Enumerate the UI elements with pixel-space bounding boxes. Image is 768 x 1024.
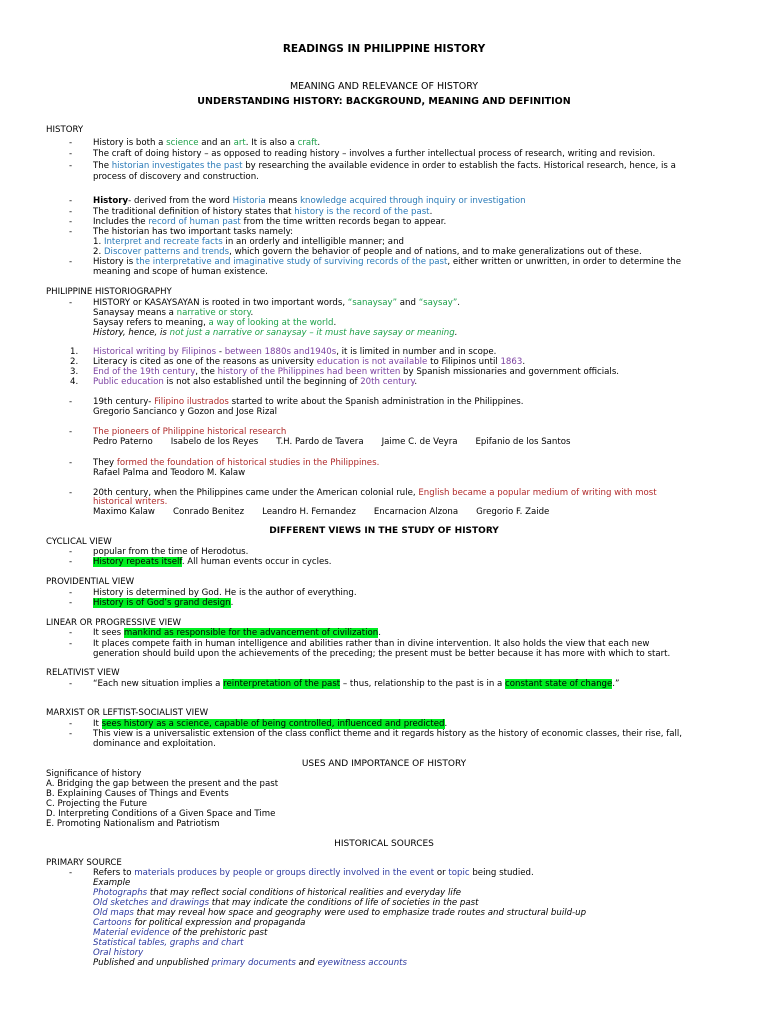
- dash: -: [69, 488, 73, 498]
- historiography-20th: 20th century, when the Philippines came under the American colonial rule, English became a popular medium of writing with most: [93, 488, 657, 498]
- historiography-they: They formed the foundation of historical studies in the Philippines.: [93, 458, 380, 468]
- dash: -: [69, 547, 73, 557]
- dash: -: [69, 729, 73, 739]
- number-2: 2.: [70, 357, 79, 367]
- uses-significance: Significance of history: [46, 769, 142, 779]
- uses-item-c: C. Projecting the Future: [46, 799, 148, 809]
- providential-item-2: History is of God’s grand design.: [93, 598, 234, 608]
- marxist-item-1: It sees history as a science, capable of being controlled, influenced and predicted.: [93, 719, 448, 729]
- uses-item-e: E. Promoting Nationalism and Patriotism: [46, 819, 220, 829]
- primary-item-1: Refers to materials produces by people or groups directly involved in the event or topic being studied.: [93, 868, 534, 878]
- heading-uses: USES AND IMPORTANCE OF HISTORY: [301, 759, 467, 769]
- history-item-1: History is both a science and an art. It is also a craft.: [93, 138, 321, 148]
- linear-item-1: It sees mankind as responsible for the advancement of civilization.: [93, 628, 381, 638]
- historiography-19th: 19th century- Filipino ilustrados started to write about the Spanish administration in the Philippines.: [93, 397, 524, 407]
- historiography-num-1: Historical writing by Filipinos - between 1880s and1940s, it is limited in number and in scope.: [93, 347, 497, 357]
- dash: -: [69, 149, 73, 159]
- historiography-pioneers-names: Pedro Paterno Isabelo de los Reyes T.H. Pardo de Tavera Jaime C. de Veyra Epifanio de los Santos: [93, 437, 571, 447]
- dash: -: [69, 557, 73, 567]
- heading-historiography: PHILIPPINE HISTORIOGRAPHY: [46, 287, 172, 297]
- dash: -: [69, 161, 73, 171]
- dash: -: [69, 639, 73, 649]
- uses-item-a: A. Bridging the gap between the present and the past: [46, 779, 279, 789]
- heading-providential: PROVIDENTIAL VIEW: [46, 577, 135, 587]
- marxist-item-2-cont: dominance and exploitation.: [93, 739, 216, 749]
- history-item-7: The historian has two important tasks namely:: [93, 227, 293, 237]
- historiography-item-1d: History, hence, is not just a narrative or sanaysay – it must have saysay or meaning.: [93, 328, 458, 338]
- dash: -: [69, 196, 73, 206]
- dash: -: [69, 588, 73, 598]
- history-item-8: History is the interpretative and imaginative study of surviving records of the past, either written or unwritten, in order to determine the: [93, 257, 682, 267]
- example-material: Material evidence of the prehistoric past: [93, 928, 268, 938]
- history-item-2: The craft of doing history – as opposed to reading history – involves a further intellectual process of research, writing and revision.: [93, 149, 656, 159]
- example-cartoons: Cartoons for political expression and propaganda: [93, 918, 306, 928]
- historiography-pioneers: The pioneers of Philippine historical research: [93, 427, 287, 437]
- history-item-4: History- derived from the word Historia means knowledge acquired through inquiry or investigation: [93, 196, 526, 206]
- historiography-20th-cont: historical writers.: [93, 497, 168, 507]
- dash: -: [69, 427, 73, 437]
- example-sketches: Old sketches and drawings that may indicate the conditions of life of societies in the past: [93, 898, 479, 908]
- heading-primary-source: PRIMARY SOURCE: [46, 858, 122, 868]
- history-item-3-cont: process of discovery and construction.: [93, 172, 259, 182]
- linear-item-2: It places compete faith in human intelligence and abilities rather than in divine intervention. It also holds the view that each new: [93, 639, 650, 649]
- dash: -: [69, 598, 73, 608]
- example-maps: Old maps that may reveal how space and geography were used to emphasize trade routes and structural build-up: [93, 908, 587, 918]
- heading-cyclical: CYCLICAL VIEW: [46, 537, 112, 547]
- historiography-item-1c: Saysay refers to meaning, a way of looking at the world.: [93, 318, 337, 328]
- providential-item-1: History is determined by God. He is the author of everything.: [93, 588, 357, 598]
- historiography-num-4: Public education is not also established until the beginning of 20th century.: [93, 377, 418, 387]
- number-1: 1.: [70, 347, 79, 357]
- heading-views: DIFFERENT VIEWS IN THE STUDY OF HISTORY: [269, 526, 499, 536]
- number-3: 3.: [70, 367, 79, 377]
- uses-item-d: D. Interpreting Conditions of a Given Space and Time: [46, 809, 276, 819]
- history-item-8-cont: meaning and scope of human existence.: [93, 267, 268, 277]
- dash: -: [69, 227, 73, 237]
- historiography-19th-names: Gregorio Sancianco y Gozon and Jose Rizal: [93, 407, 278, 417]
- history-item-7b: 2. Discover patterns and trends, which govern the behavior of people and of nations, and to make generalizations out of these.: [93, 247, 642, 257]
- section-title-understanding: UNDERSTANDING HISTORY: BACKGROUND, MEANING AND DEFINITION: [197, 96, 571, 107]
- dash: -: [69, 298, 73, 308]
- dash: -: [69, 679, 73, 689]
- dash: -: [69, 397, 73, 407]
- historiography-20th-names: Maximo Kalaw Conrado Benitez Leandro H. Fernandez Encarnacion Alzona Gregorio F. Zaide: [93, 507, 550, 517]
- example-statistical: Statistical tables, graphs and chart: [93, 938, 244, 948]
- heading-linear: LINEAR OR PROGRESSIVE VIEW: [46, 618, 182, 628]
- historiography-num-2: Literacy is cited as one of the reasons as university education is not available to Filipinos until 1863.: [93, 357, 526, 367]
- linear-item-2-cont: generation should build upon the achievements of the preceding; the present must be better because it has more with which to start.: [93, 649, 671, 659]
- uses-item-b: B. Explaining Causes of Things and Events: [46, 789, 229, 799]
- cyclical-item-2: History repeats itself. All human events occur in cycles.: [93, 557, 332, 567]
- historiography-item-1b: Sanaysay means a narrative or story.: [93, 308, 254, 318]
- history-item-5: The traditional definition of history states that history is the record of the past.: [93, 207, 433, 217]
- relativist-item-1: “Each new situation implies a reinterpretation of the past – thus, relationship to the past is in a constant state of change.”: [93, 679, 620, 689]
- example-oral: Oral history: [93, 948, 144, 958]
- historiography-num-3: End of the 19th century, the history of the Philippines had been written by Spanish missionaries and government officials.: [93, 367, 620, 377]
- heading-relativist: RELATIVIST VIEW: [46, 668, 120, 678]
- dash: -: [69, 138, 73, 148]
- history-item-7a: 1. Interpret and recreate facts in an orderly and intelligible manner; and: [93, 237, 404, 247]
- dash: -: [69, 868, 73, 878]
- dash: -: [69, 458, 73, 468]
- heading-sources: HISTORICAL SOURCES: [334, 839, 434, 849]
- dash: -: [69, 628, 73, 638]
- heading-history: HISTORY: [46, 125, 84, 135]
- primary-example: Example: [93, 878, 131, 888]
- example-photographs: Photographs that may reflect social conditions of historical realities and everyday life: [93, 888, 462, 898]
- dash: -: [69, 719, 73, 729]
- example-published: Published and unpublished primary documents and eyewitness accounts: [93, 958, 408, 968]
- document-title: READINGS IN PHILIPPINE HISTORY: [282, 43, 486, 55]
- history-item-3: The historian investigates the past by researching the available evidence in order to establish the facts. Historical research, hence, is a: [93, 161, 676, 171]
- heading-marxist: MARXIST OR LEFTIST-SOCIALIST VIEW: [46, 708, 209, 718]
- dash: -: [69, 217, 73, 227]
- dash: -: [69, 257, 73, 267]
- history-item-6: Includes the record of human past from the time written records began to appear.: [93, 217, 447, 227]
- document-subtitle: MEANING AND RELEVANCE OF HISTORY: [289, 81, 479, 92]
- marxist-item-2: This view is a universalistic extension of the class conflict theme and it regards history as the history of economic classes, their rise, fall,: [93, 729, 683, 739]
- dash: -: [69, 207, 73, 217]
- historiography-they-names: Rafael Palma and Teodoro M. Kalaw: [93, 468, 246, 478]
- number-4: 4.: [70, 377, 79, 387]
- historiography-item-1: HISTORY or KASAYSAYAN is rooted in two important words, “sanaysay” and “saysay”.: [93, 298, 461, 308]
- cyclical-item-1: popular from the time of Herodotus.: [93, 547, 249, 557]
